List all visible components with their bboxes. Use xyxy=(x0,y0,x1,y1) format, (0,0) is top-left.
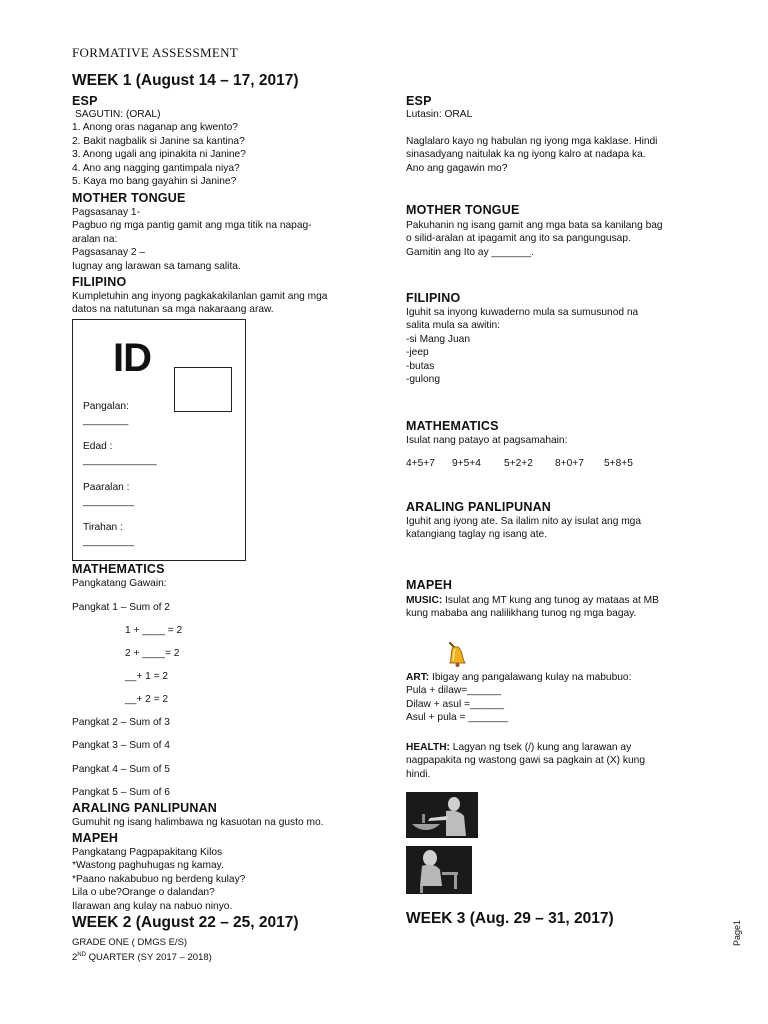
handwashing-picture xyxy=(406,792,478,838)
bell-icon xyxy=(444,641,470,669)
health-label: HEALTH: xyxy=(406,742,450,753)
mother-tongue-heading-left: MOTHER TONGUE xyxy=(72,191,186,205)
id-photo-box xyxy=(174,367,232,412)
footer-quarter: 2ND QUARTER (SY 2017 – 2018) xyxy=(72,952,212,964)
math-sum: 5+8+5 xyxy=(604,458,633,469)
esp-line: 2. Bakit nagbalik si Janine sa kantina? xyxy=(72,135,245,147)
math-group-1: Pangkat 1 – Sum of 2 xyxy=(72,602,170,613)
footer-grade: GRADE ONE ( DMGS E/S) xyxy=(72,937,188,948)
esp-text-right xyxy=(406,108,657,175)
filipino-line: Kumpletuhin ang inyong pagkakakilanlan gamit ang mga xyxy=(72,291,328,302)
id-field-address-blank: _________ xyxy=(83,536,134,547)
esp-line: Ano ang gagawin mo? xyxy=(406,162,508,174)
math-group-5: Pangkat 5 – Sum of 6 xyxy=(72,787,170,798)
id-field-age-blank: _____________ xyxy=(83,455,157,466)
id-field-school-blank: _________ xyxy=(83,496,134,507)
mt-line: Iugnay ang larawan sa tamang salita. xyxy=(72,260,241,272)
mapeh-heading-right: MAPEH xyxy=(406,578,453,592)
blank-line xyxy=(406,121,657,134)
art-label: ART: xyxy=(406,672,430,683)
mt-line: Pagsasanay 1- xyxy=(72,207,140,218)
esp-line: 1. Anong oras naganap ang kwento? xyxy=(72,122,238,134)
id-field-age-label: Edad : xyxy=(83,441,113,452)
mother-tongue-text-left xyxy=(72,206,312,273)
filipino-line: salita mula sa awitin: xyxy=(406,320,500,332)
filipino-heading-right: FILIPINO xyxy=(406,291,461,305)
math-group-2: Pangkat 2 – Sum of 3 xyxy=(72,717,170,728)
esp-line: SAGUTIN: (ORAL) xyxy=(75,109,161,120)
mt-line: Gamitin ang Ito ay _______. xyxy=(406,246,534,258)
mapeh-line: Pangkatang Pagpapakitang Kilos xyxy=(72,847,223,858)
mother-tongue-heading-right: MOTHER TONGUE xyxy=(406,203,520,217)
math-intro-left: Pangkatang Gawain: xyxy=(72,578,167,589)
mapeh-text-left xyxy=(72,846,245,913)
health-line: hindi. xyxy=(406,768,431,780)
math-equation: 2 + ____= 2 xyxy=(125,648,180,659)
mapeh-heading-left: MAPEH xyxy=(72,831,119,845)
week3-title: WEEK 3 (Aug. 29 – 31, 2017) xyxy=(406,910,614,927)
id-card xyxy=(72,319,246,561)
filipino-line: -butas xyxy=(406,360,435,372)
esp-line: Lutasin: ORAL xyxy=(406,109,473,120)
math-group-4: Pangkat 4 – Sum of 5 xyxy=(72,764,170,775)
art-line: Pula + dilaw=______ xyxy=(406,685,502,697)
eating-picture xyxy=(406,846,472,894)
esp-heading-left: ESP xyxy=(72,94,98,108)
ap-text-right xyxy=(406,515,641,542)
week2-title: WEEK 2 (August 22 – 25, 2017) xyxy=(72,914,299,931)
id-card-title: ID xyxy=(113,336,151,380)
music-text: MUSIC: Isulat ang MT kung ang tunog ay mataas at MB kung mababa ang nalilikhang tunog ng mga bagay. xyxy=(406,595,659,620)
math-equation: __+ 2 = 2 xyxy=(125,694,169,705)
ap-heading-left: ARALING PANLIPUNAN xyxy=(72,801,218,815)
ap-line: Iguhit ang iyong ate. Sa ilalim nito ay isulat ang mga xyxy=(406,516,642,527)
esp-line: 5. Kaya mo bang gayahin si Janine? xyxy=(72,176,237,188)
math-equation: 1 + ____ = 2 xyxy=(125,625,183,636)
filipino-line: -si Mang Juan xyxy=(406,333,470,345)
filipino-line: datos na natutunan sa mga nakaraang araw. xyxy=(72,304,274,316)
filipino-heading-left: FILIPINO xyxy=(72,275,127,289)
mother-tongue-text-right xyxy=(406,219,663,259)
week1-title: WEEK 1 (August 14 – 17, 2017) xyxy=(72,72,299,89)
art-text: ART: Ibigay ang pangalawang kulay na mabubuo: Pula + dilaw=______ Dilaw + asul =______ Asul + pula = _______ xyxy=(406,672,632,724)
mapeh-line: Ilarawan ang kulay na nabuo ninyo. xyxy=(72,900,233,912)
footer-info xyxy=(72,936,212,964)
filipino-line: Iguhit sa inyong kuwaderno mula sa sumusunod na xyxy=(406,307,639,318)
id-field-school-label: Paaralan : xyxy=(83,482,130,493)
math-group-3: Pangkat 3 – Sum of 4 xyxy=(72,740,170,751)
esp-list-left xyxy=(72,108,246,188)
mathematics-heading-left: MATHEMATICS xyxy=(72,562,165,576)
ap-heading-right: ARALING PANLIPUNAN xyxy=(406,500,552,514)
mapeh-line: *Wastong paghuhugas ng kamay. xyxy=(72,860,224,872)
filipino-text-right xyxy=(406,306,638,386)
mt-line: o silid-aralan at ipagamit ang ito sa pangungusap. xyxy=(406,233,631,245)
filipino-line: -jeep xyxy=(406,347,429,359)
filipino-line: -gulong xyxy=(406,374,440,386)
mt-line: aralan na: xyxy=(72,233,118,245)
id-field-name-label: Pangalan: xyxy=(83,401,129,412)
esp-line: Naglalaro kayo ng habulan ng iyong mga kaklase. Hindi xyxy=(406,135,658,147)
art-line: Dilaw + asul =______ xyxy=(406,698,504,710)
mt-line: Pakuhanin ng isang gamit ang mga bata sa kanilang bag xyxy=(406,220,663,231)
mapeh-line: Lila o ube?Orange o dalandan? xyxy=(72,887,215,899)
page-number: Page1 xyxy=(732,919,742,946)
ap-line: katangiang taglay ng isang ate. xyxy=(406,529,548,541)
math-sum: 5+2+2 xyxy=(504,458,533,469)
filipino-text-left xyxy=(72,290,327,317)
math-sum: 9+5+4 xyxy=(452,458,481,469)
esp-heading-right: ESP xyxy=(406,94,432,108)
id-field-address-label: Tirahan : xyxy=(83,522,123,533)
music-label: MUSIC: xyxy=(406,595,443,606)
math-intro-right: Isulat nang patayo at pagsamahain: xyxy=(406,435,568,446)
health-text: HEALTH: Lagyan ng tsek (/) kung ang larawan ay nagpapakita ng wastong gawi sa pagkain at (X) kung hindi. xyxy=(406,742,645,780)
document-title: FORMATIVE ASSESSMENT xyxy=(72,45,239,60)
math-sum: 4+5+7 xyxy=(406,458,435,469)
art-line: Asul + pula = _______ xyxy=(406,712,508,724)
mathematics-heading-right: MATHEMATICS xyxy=(406,419,499,433)
id-field-name-blank: ________ xyxy=(83,415,129,426)
esp-line: sinasadyang naitulak ka ng iyong kalro at nadapa ka. xyxy=(406,149,646,161)
health-line: nagpapakita ng wastong gawi sa pagkain at (X) kung xyxy=(406,755,645,767)
ap-text-left: Gumuhit ng isang halimbawa ng kasuotan na gusto mo. xyxy=(72,817,324,828)
mapeh-line: *Paano nakabubuo ng berdeng kulay? xyxy=(72,873,246,885)
math-equation: __+ 1 = 2 xyxy=(125,671,169,682)
math-sum: 8+0+7 xyxy=(555,458,584,469)
esp-line: 4. Ano ang nagging gantimpala niya? xyxy=(72,162,240,174)
mt-line: Pagsasanay 2 – xyxy=(72,247,146,259)
music-line: kung mababa ang nalilikhang tunog ng mga bagay. xyxy=(406,608,637,620)
esp-line: 3. Anong ugali ang ipinakita ni Janine? xyxy=(72,149,246,161)
mt-line: Pagbuo ng mga pantig gamit ang mga titik na napag- xyxy=(72,220,312,232)
